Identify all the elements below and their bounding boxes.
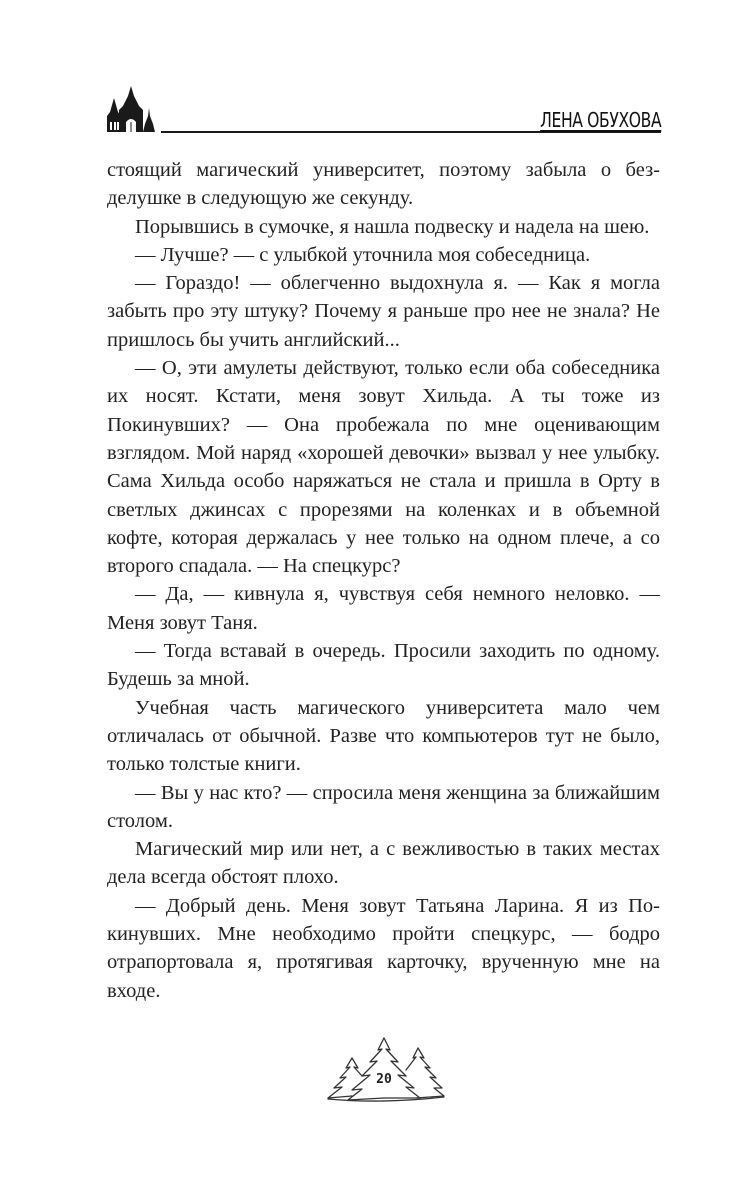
paragraph: Порывшись в сумочке, я нашла подвеску и надела на шею. — [135, 215, 650, 238]
paragraph: — Да, — кивнула я, чувствуя себя немного неловко. — Меня зовут Таня. — [107, 583, 660, 634]
paragraph: — Гораздо! — облегченно выдохнула я. — Как я могла забыть про эту штуку? Почему я раньше про нее не знала? Не пришлось бы учить английский... — [107, 272, 660, 351]
page-body — [107, 156, 660, 1005]
author-name: ЛЕНА ОБУХОВА — [539, 108, 661, 132]
paragraph: стоящий магический университет, поэтому забыла о безделушке в следующую же секунду. — [107, 159, 660, 210]
paragraph: Магический мир или нет, а с вежливостью в таких местах дела всегда обстоят плохо. — [107, 838, 660, 889]
castle-silhouette-icon — [105, 86, 165, 134]
running-header — [105, 86, 661, 134]
page-footer — [322, 1036, 446, 1108]
paragraph: — Вы у нас кто? — спросила меня женщина за ближайшим столом. — [107, 781, 660, 832]
paragraph: — Добрый день. Меня зовут Татьяна Ларина. Я из Покинувших. Мне необходимо пройти спецкурс, — бодро отрапортовала я, протягивая карточку, врученную мне на входе. — [107, 894, 660, 1002]
paragraph: Учебная часть магического университета мало чем отличалась от обычной. Разве что компьютеров тут не было, только толстые книги. — [107, 696, 660, 776]
paragraph: — Тогда вставай в очередь. Просили заходить по одному. Будешь за мной. — [107, 640, 660, 691]
paragraph: — Лучше? — с улыбкой уточнила моя собеседница. — [135, 243, 591, 266]
page-number: 20 — [376, 1072, 392, 1087]
paragraph: — О, эти амулеты действуют, только если оба собеседника их носят. Кстати, меня зовут Хильда. А ты тоже из Покинувших? — Она пробежала по мне оценивающим взглядом. Мой наряд «хорошей девочки» вызвал у нее улыбку. Сама Хильда особо наряжаться не стала и пришла в Орту в светлых джинсах с прорезями на коленках и в объемной кофте, которая держалась у нее только на одном плече, а со второго спадала. — На спецкурс? — [107, 357, 660, 578]
